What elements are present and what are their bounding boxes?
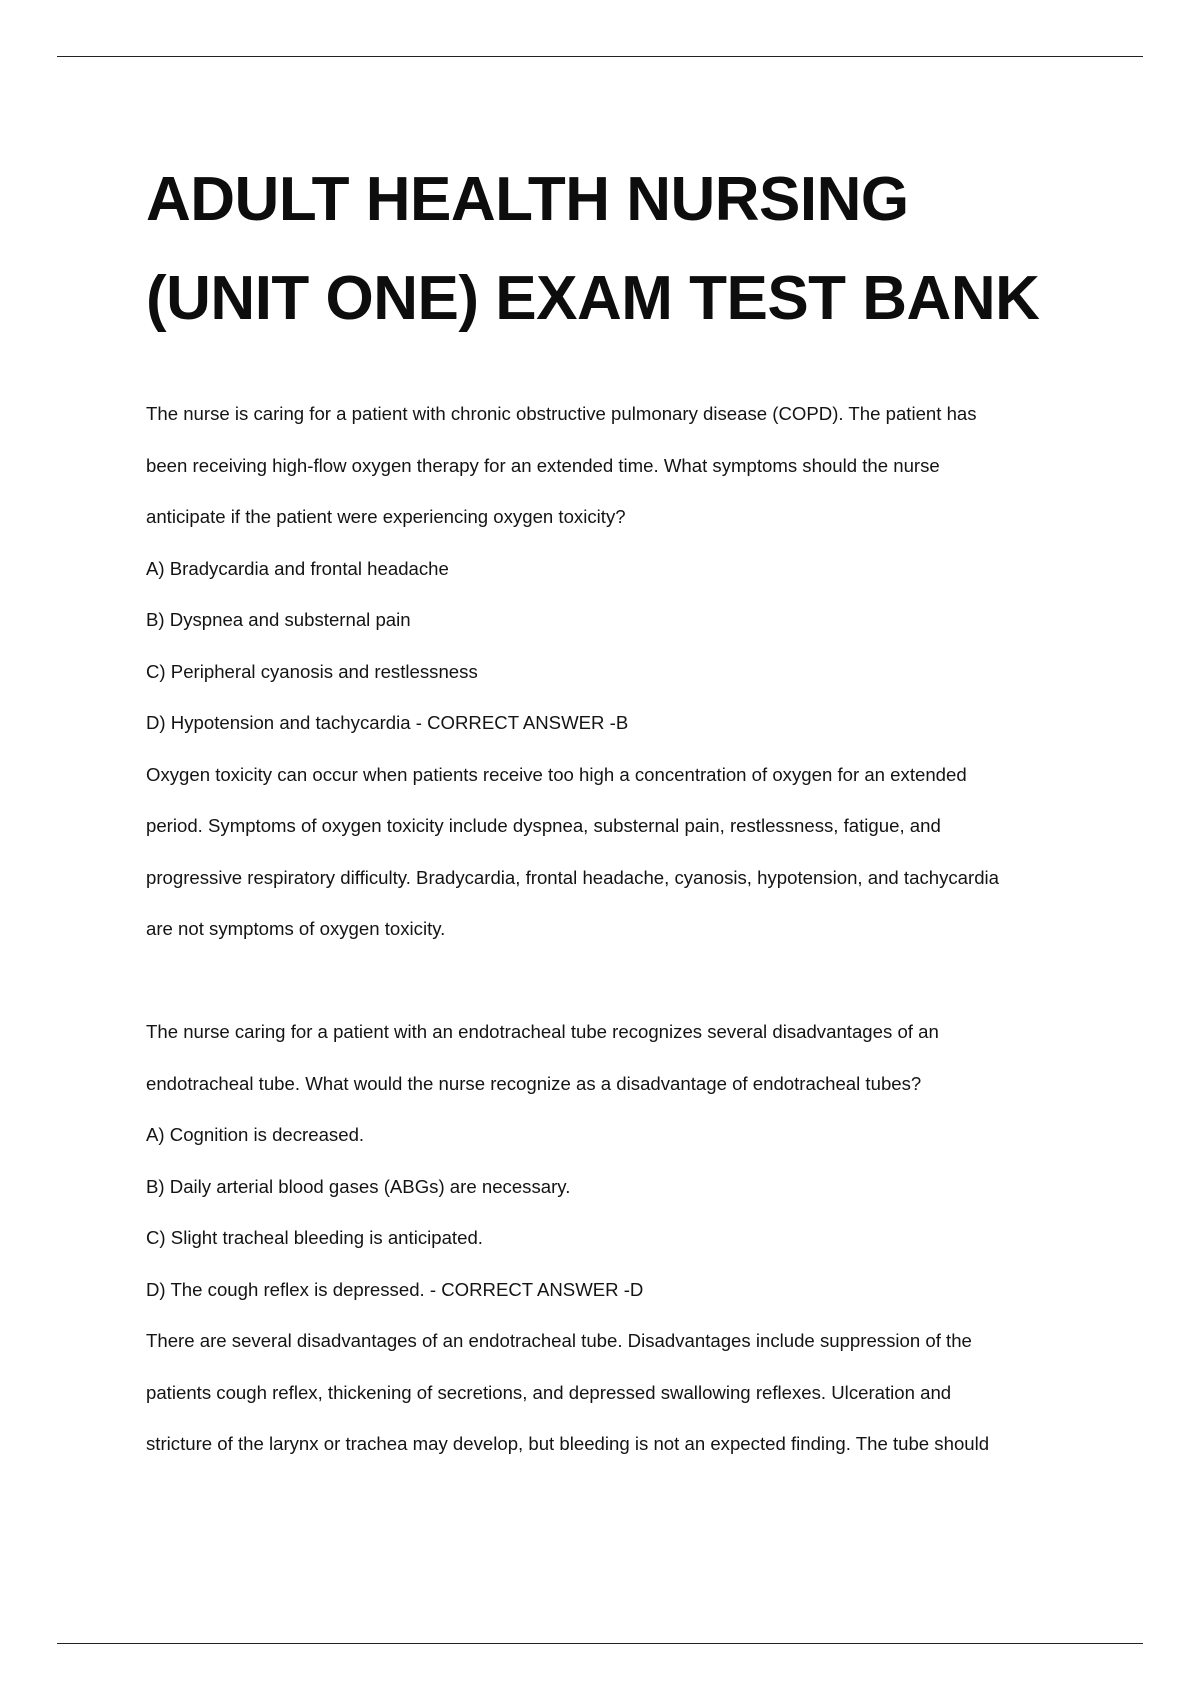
answer-option-c: C) Slight tracheal bleeding is anticipated. bbox=[146, 1227, 483, 1248]
answer-option-c: C) Peripheral cyanosis and restlessness bbox=[146, 660, 478, 682]
page-content bbox=[146, 150, 1106, 1470]
title-line-2: (UNIT ONE) EXAM TEST BANK bbox=[146, 264, 1040, 333]
rationale-line: There are several disadvantages of an endotracheal tube. Disadvantages include suppression of the bbox=[146, 1330, 972, 1351]
rationale-line: stricture of the larynx or trachea may develop, but bleeding is not an expected finding. The tube should bbox=[146, 1433, 990, 1454]
stem-line: anticipate if the patient were experiencing oxygen toxicity? bbox=[146, 506, 626, 527]
stem-line: endotracheal tube. What would the nurse recognize as a disadvantage of endotracheal tubes? bbox=[146, 1072, 922, 1094]
document-body bbox=[146, 388, 1106, 1470]
rationale-line: Oxygen toxicity can occur when patients receive too high a concentration of oxygen for an extended bbox=[146, 763, 967, 785]
question-1-options bbox=[146, 543, 1106, 749]
title-line-1: ADULT HEALTH NURSING bbox=[146, 165, 909, 234]
stem-line: been receiving high-flow oxygen therapy for an extended time. What symptoms should the nurse bbox=[146, 454, 940, 476]
stem-line: The nurse caring for a patient with an endotracheal tube recognizes several disadvantages of an bbox=[146, 1021, 939, 1042]
top-rule bbox=[57, 56, 1143, 57]
question-1-rationale bbox=[146, 749, 1106, 955]
document-title bbox=[146, 150, 1106, 348]
answer-option-d: D) The cough reflex is depressed. - CORRECT ANSWER -D bbox=[146, 1278, 644, 1300]
question-2-options bbox=[146, 1109, 1106, 1315]
question-1 bbox=[146, 388, 1106, 955]
stem-line: The nurse is caring for a patient with chronic obstructive pulmonary disease (COPD). The patient has bbox=[146, 403, 977, 424]
rationale-line: are not symptoms of oxygen toxicity. bbox=[146, 918, 446, 939]
question-2 bbox=[146, 1006, 1106, 1470]
paragraph-gap bbox=[146, 955, 1106, 1007]
answer-option-a: A) Cognition is decreased. bbox=[146, 1124, 365, 1145]
rationale-line: progressive respiratory difficulty. Bradycardia, frontal headache, cyanosis, hypotension, and tachycardia bbox=[146, 866, 1000, 888]
answer-option-b: B) Daily arterial blood gases (ABGs) are necessary. bbox=[146, 1175, 571, 1197]
answer-option-d: D) Hypotension and tachycardia - CORRECT ANSWER -B bbox=[146, 712, 629, 733]
rationale-line: period. Symptoms of oxygen toxicity include dyspnea, substernal pain, restlessness, fatigue, and bbox=[146, 815, 941, 836]
question-2-rationale bbox=[146, 1315, 1106, 1470]
question-1-stem bbox=[146, 388, 1106, 543]
answer-option-a: A) Bradycardia and frontal headache bbox=[146, 557, 449, 579]
rationale-line: patients cough reflex, thickening of secretions, and depressed swallowing reflexes. Ulceration and bbox=[146, 1381, 952, 1403]
question-2-stem bbox=[146, 1006, 1106, 1109]
answer-option-b: B) Dyspnea and substernal pain bbox=[146, 609, 411, 630]
bottom-rule bbox=[57, 1643, 1143, 1644]
